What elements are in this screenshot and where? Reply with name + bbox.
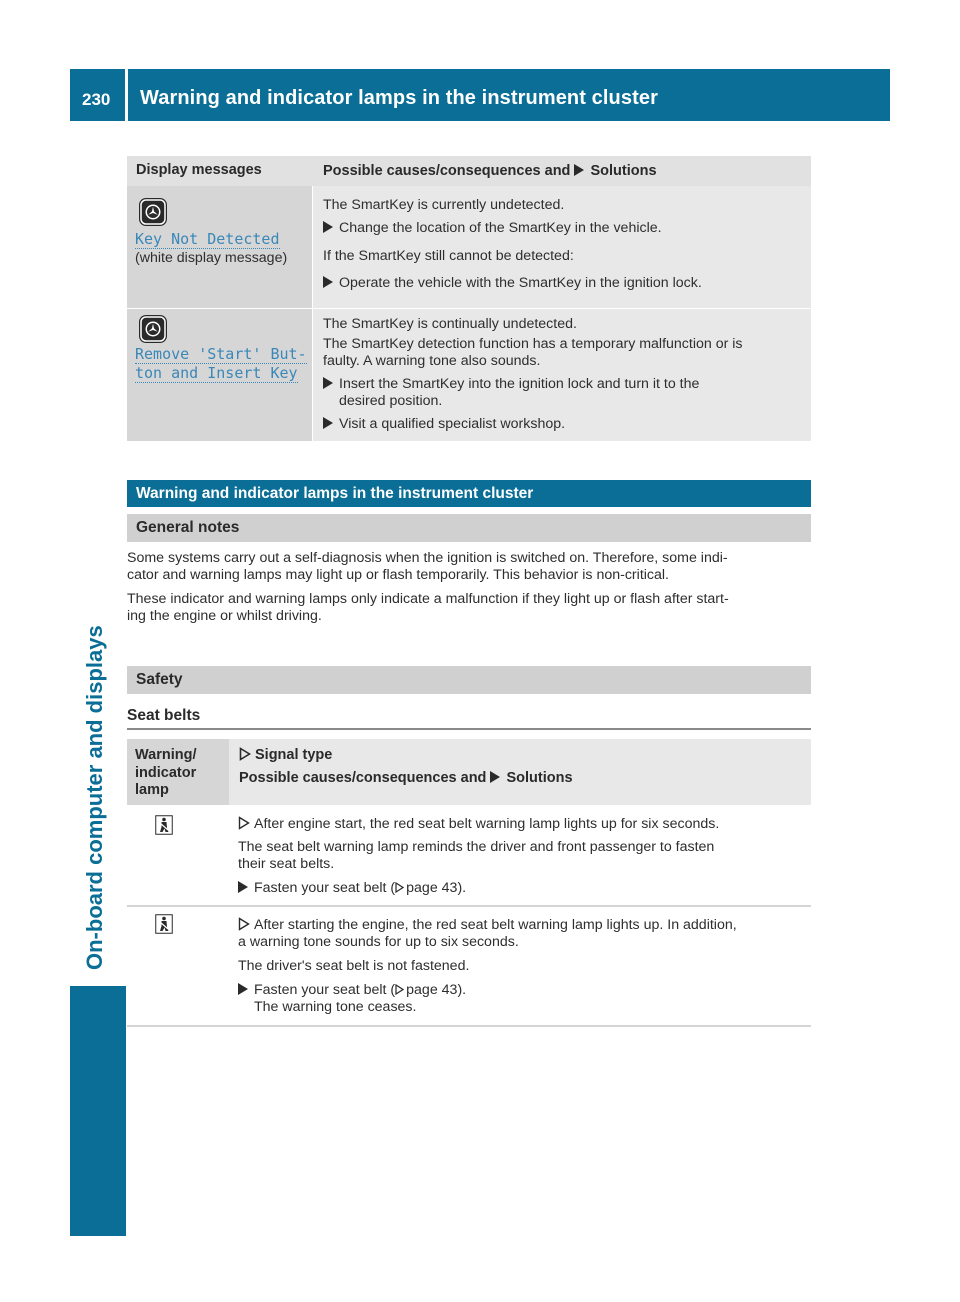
seat-belts-heading: Seat belts xyxy=(127,707,201,724)
solution-step-text: Change the location of the SmartKey in the vehicle. xyxy=(339,220,662,236)
column-header-causes xyxy=(323,163,657,179)
step-arrow-icon xyxy=(238,983,248,995)
signal-text: After starting the engine, the red seat belt warning lamp lights up. In addition, xyxy=(254,917,737,933)
table-header xyxy=(127,156,811,186)
solution-step-text: Insert the SmartKey into the ignition lock and turn it to the xyxy=(339,376,700,392)
solution-step xyxy=(238,982,466,999)
page-header xyxy=(70,69,890,121)
display-message-remove-start-line1: Remove 'Start' But- xyxy=(135,345,307,363)
seat-belt-icon xyxy=(155,914,173,934)
signal-type-text xyxy=(238,917,737,934)
table-row xyxy=(127,186,811,308)
subsection-heading-safety xyxy=(127,666,811,694)
cause-text: their seat belts. xyxy=(238,856,335,872)
column-header-lamp-line: lamp xyxy=(135,782,169,798)
subsection-heading-text: Safety xyxy=(136,671,183,688)
solution-step xyxy=(323,220,662,237)
signal-text-continued: a warning tone sounds for up to six seconds. xyxy=(238,934,519,950)
cause-text: The SmartKey is continually undetected. xyxy=(323,316,577,332)
page-reference-icon xyxy=(395,984,404,995)
column-header-solutions-text: Solutions xyxy=(506,770,573,786)
table-header-signal xyxy=(229,739,811,805)
paragraph-line: These indicator and warning lamps only indicate a malfunction if they light up or flash after start- xyxy=(127,591,729,607)
step-arrow-icon xyxy=(323,276,333,288)
step-arrow-icon xyxy=(323,377,333,389)
paragraph-line: Some systems carry out a self-diagnosis when the ignition is switched on. Therefore, some indi- xyxy=(127,550,728,566)
signal-type-icon xyxy=(238,917,250,931)
paragraph-line: cator and warning lamps may light up or flash temporarily. This behavior is non-critical. xyxy=(127,567,669,583)
solution-step-continued: desired position. xyxy=(339,393,443,409)
column-header-causes-text: Possible causes/consequences and xyxy=(239,770,487,786)
display-message-remove-start-line2: ton and Insert Key xyxy=(135,364,298,382)
column-header-signal-type xyxy=(239,747,332,763)
step-arrow-icon xyxy=(323,417,333,429)
paragraph-line: ing the engine or whilst driving. xyxy=(127,608,322,624)
display-message-cell xyxy=(127,186,312,308)
solution-step xyxy=(323,376,699,393)
cause-text: The SmartKey is currently undetected. xyxy=(323,197,565,213)
cause-text: If the SmartKey still cannot be detected: xyxy=(323,248,574,264)
cause-text: faulty. A warning tone also sounds. xyxy=(323,353,541,369)
section-heading xyxy=(127,480,811,507)
side-tab-text: On-board computer and displays xyxy=(82,625,107,970)
row-divider xyxy=(127,1025,811,1027)
column-header-signal-type-text: Signal type xyxy=(255,747,333,763)
solution-arrow-icon xyxy=(574,164,584,176)
section-heading-text: Warning and indicator lamps in the instrument cluster xyxy=(136,485,534,502)
display-message-text xyxy=(135,365,298,383)
smartkey-icon xyxy=(138,314,168,344)
solution-step-continued: The warning tone ceases. xyxy=(254,999,417,1015)
table-header-lamp xyxy=(127,739,229,805)
solution-step xyxy=(323,416,565,433)
column-header-lamp-line: Warning/ xyxy=(135,747,197,763)
cause-text: The SmartKey detection function has a temporary malfunction or is xyxy=(323,336,743,352)
signal-text: After engine start, the red seat belt warning lamp lights up for six seconds. xyxy=(254,816,720,832)
solution-step-text: Operate the vehicle with the SmartKey in the ignition lock. xyxy=(339,275,702,291)
causes-cell xyxy=(313,186,811,308)
signal-type-icon xyxy=(239,747,251,761)
heading-rule xyxy=(127,728,811,730)
header-divider xyxy=(125,69,128,121)
smartkey-icon xyxy=(138,197,168,227)
display-message-text xyxy=(135,231,280,249)
solution-step xyxy=(323,275,702,292)
side-tab-label xyxy=(82,590,112,970)
display-message-key-not-detected: Key Not Detected xyxy=(135,230,280,248)
seat-belt-icon xyxy=(155,815,173,835)
column-header-solutions-text: Solutions xyxy=(590,163,657,179)
solution-step-text: Visit a qualified specialist workshop. xyxy=(339,416,566,432)
subsection-heading-general-notes xyxy=(127,514,811,542)
signal-type-icon xyxy=(238,816,250,830)
table-row xyxy=(127,309,811,441)
page-reference-icon xyxy=(395,882,404,893)
page-number: 230 xyxy=(82,90,111,109)
cause-text: The seat belt warning lamp reminds the driver and front passenger to fasten xyxy=(238,839,715,855)
side-tab-marker xyxy=(70,986,126,1236)
solution-step-text: Fasten your seat belt ( xyxy=(254,982,396,998)
solution-step xyxy=(238,880,466,897)
column-header-display-messages: Display messages xyxy=(136,162,262,178)
signal-type-text xyxy=(238,816,719,833)
column-header-lamp-line: indicator xyxy=(135,764,197,781)
step-arrow-icon xyxy=(238,881,248,893)
display-message-cell xyxy=(127,309,312,441)
solution-arrow-icon xyxy=(490,771,500,783)
causes-cell xyxy=(313,309,811,441)
row-divider xyxy=(127,905,811,907)
solution-step-text: Fasten your seat belt ( xyxy=(254,880,396,896)
step-arrow-icon xyxy=(323,221,333,233)
display-message-text xyxy=(135,346,307,364)
subsection-heading-text: General notes xyxy=(136,519,240,536)
display-message-note: (white display message) xyxy=(135,250,288,266)
page-reference-link[interactable]: page 43). xyxy=(406,982,467,998)
header-title: Warning and indicator lamps in the instrument cluster xyxy=(140,87,658,109)
page-reference-link[interactable]: page 43). xyxy=(406,880,467,896)
cause-text: The driver's seat belt is not fastened. xyxy=(238,958,470,974)
column-header-causes-text: Possible causes/consequences and xyxy=(323,163,571,179)
column-header-causes xyxy=(239,770,573,786)
column-header-lamp xyxy=(135,747,196,800)
